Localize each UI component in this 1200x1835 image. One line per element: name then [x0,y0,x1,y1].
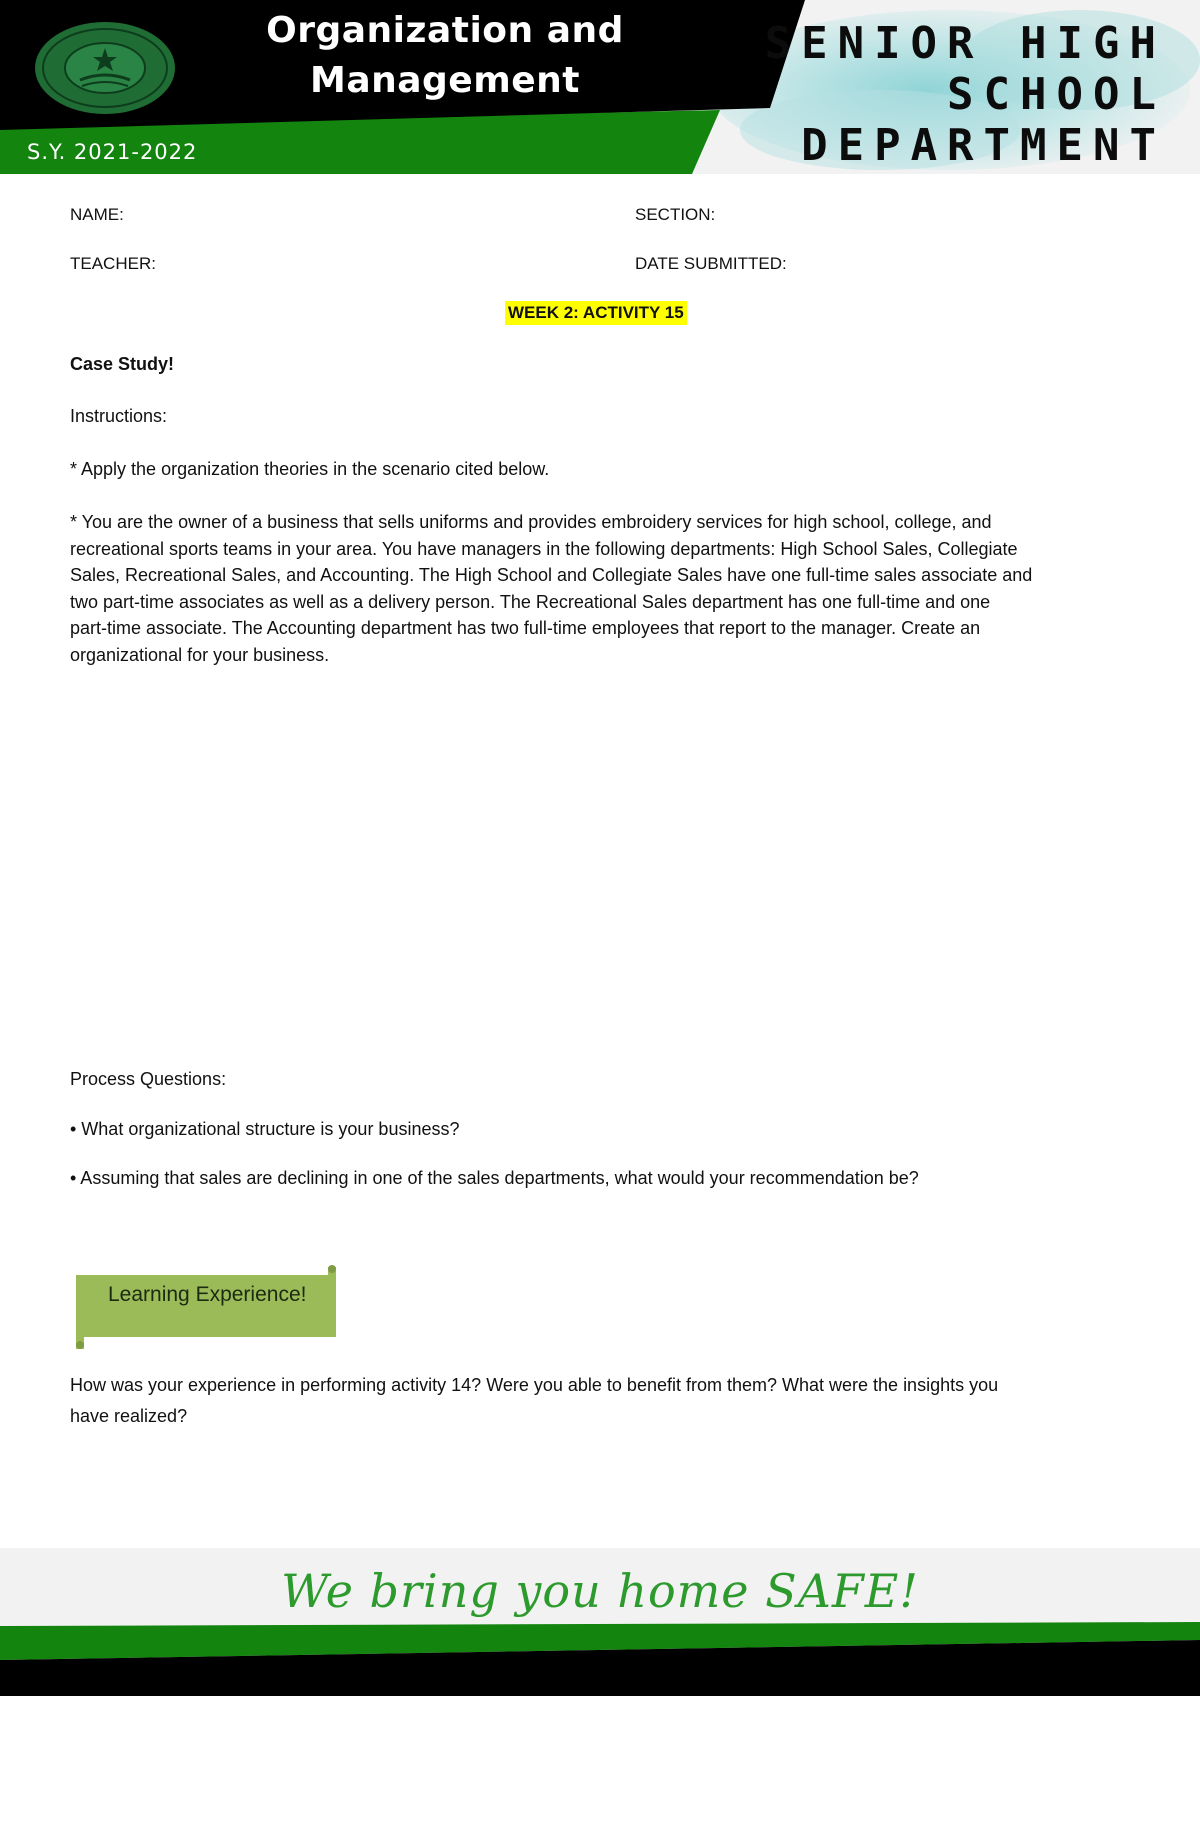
activity-title: WEEK 2: ACTIVITY 15 [505,301,687,325]
course-title-line2: Management [310,60,580,101]
reflection-question [70,1370,1110,1432]
process-question-item: • Assuming that sales are declining in one of the sales departments, what would your recommendation be? [70,1168,919,1188]
department-title-line3: DEPARTMENT [801,120,1166,171]
scenario-line: * You are the owner of a business that sells uniforms and provides embroidery services for high school, college, and [70,512,992,532]
page-header [0,0,1200,174]
scenario-line: part-time associate. The Accounting department has two full-time employees that report to the manager. Create an [70,618,981,638]
instruction-item: * Apply the organization theories in the scenario cited below. [70,459,550,479]
scenario-line: two part-time associates as well as a delivery person. The Recreational Sales department has one full-time and one [70,591,991,612]
case-study-heading: Case Study! [70,354,175,374]
scenario-line: Sales, Recreational Sales, and Accounting. The High School and Collegiate Sales have one full-time sales associate and [70,565,1033,585]
scenario-line: organizational for your business. [70,644,330,665]
instructions-label: Instructions: [70,406,168,426]
department-title [746,18,1166,171]
section-label: SECTION: [635,205,716,224]
teacher-label: TEACHER: [70,254,156,273]
reflection-line: have realized? [70,1406,188,1426]
course-title [250,6,640,106]
process-questions-label: Process Questions: [70,1069,227,1089]
process-question-item: • What organizational structure is your business? [70,1119,460,1139]
school-seal-icon [30,18,180,118]
department-title-line2: SCHOOL [947,69,1166,120]
school-year: S.Y. 2021-2022 [27,140,198,164]
name-label: NAME: [70,205,124,224]
scenario-line: recreational sports teams in your area. You have managers in the following departments: High School Sales, Collegiate [70,538,1018,559]
date-submitted-label: DATE SUBMITTED: [635,254,787,273]
department-title-line1: SENIOR HIGH [764,18,1166,69]
scenario-paragraph [70,509,1110,668]
learning-experience-label: Learning Experience! [108,1283,307,1306]
course-title-line1: Organization and [266,10,624,51]
learning-experience-badge [72,1265,342,1349]
reflection-line: How was your experience in performing activity 14? Were you able to benefit from them? What were the insights you [70,1375,999,1395]
footer-slogan: We bring you home SAFE! [281,1564,919,1618]
